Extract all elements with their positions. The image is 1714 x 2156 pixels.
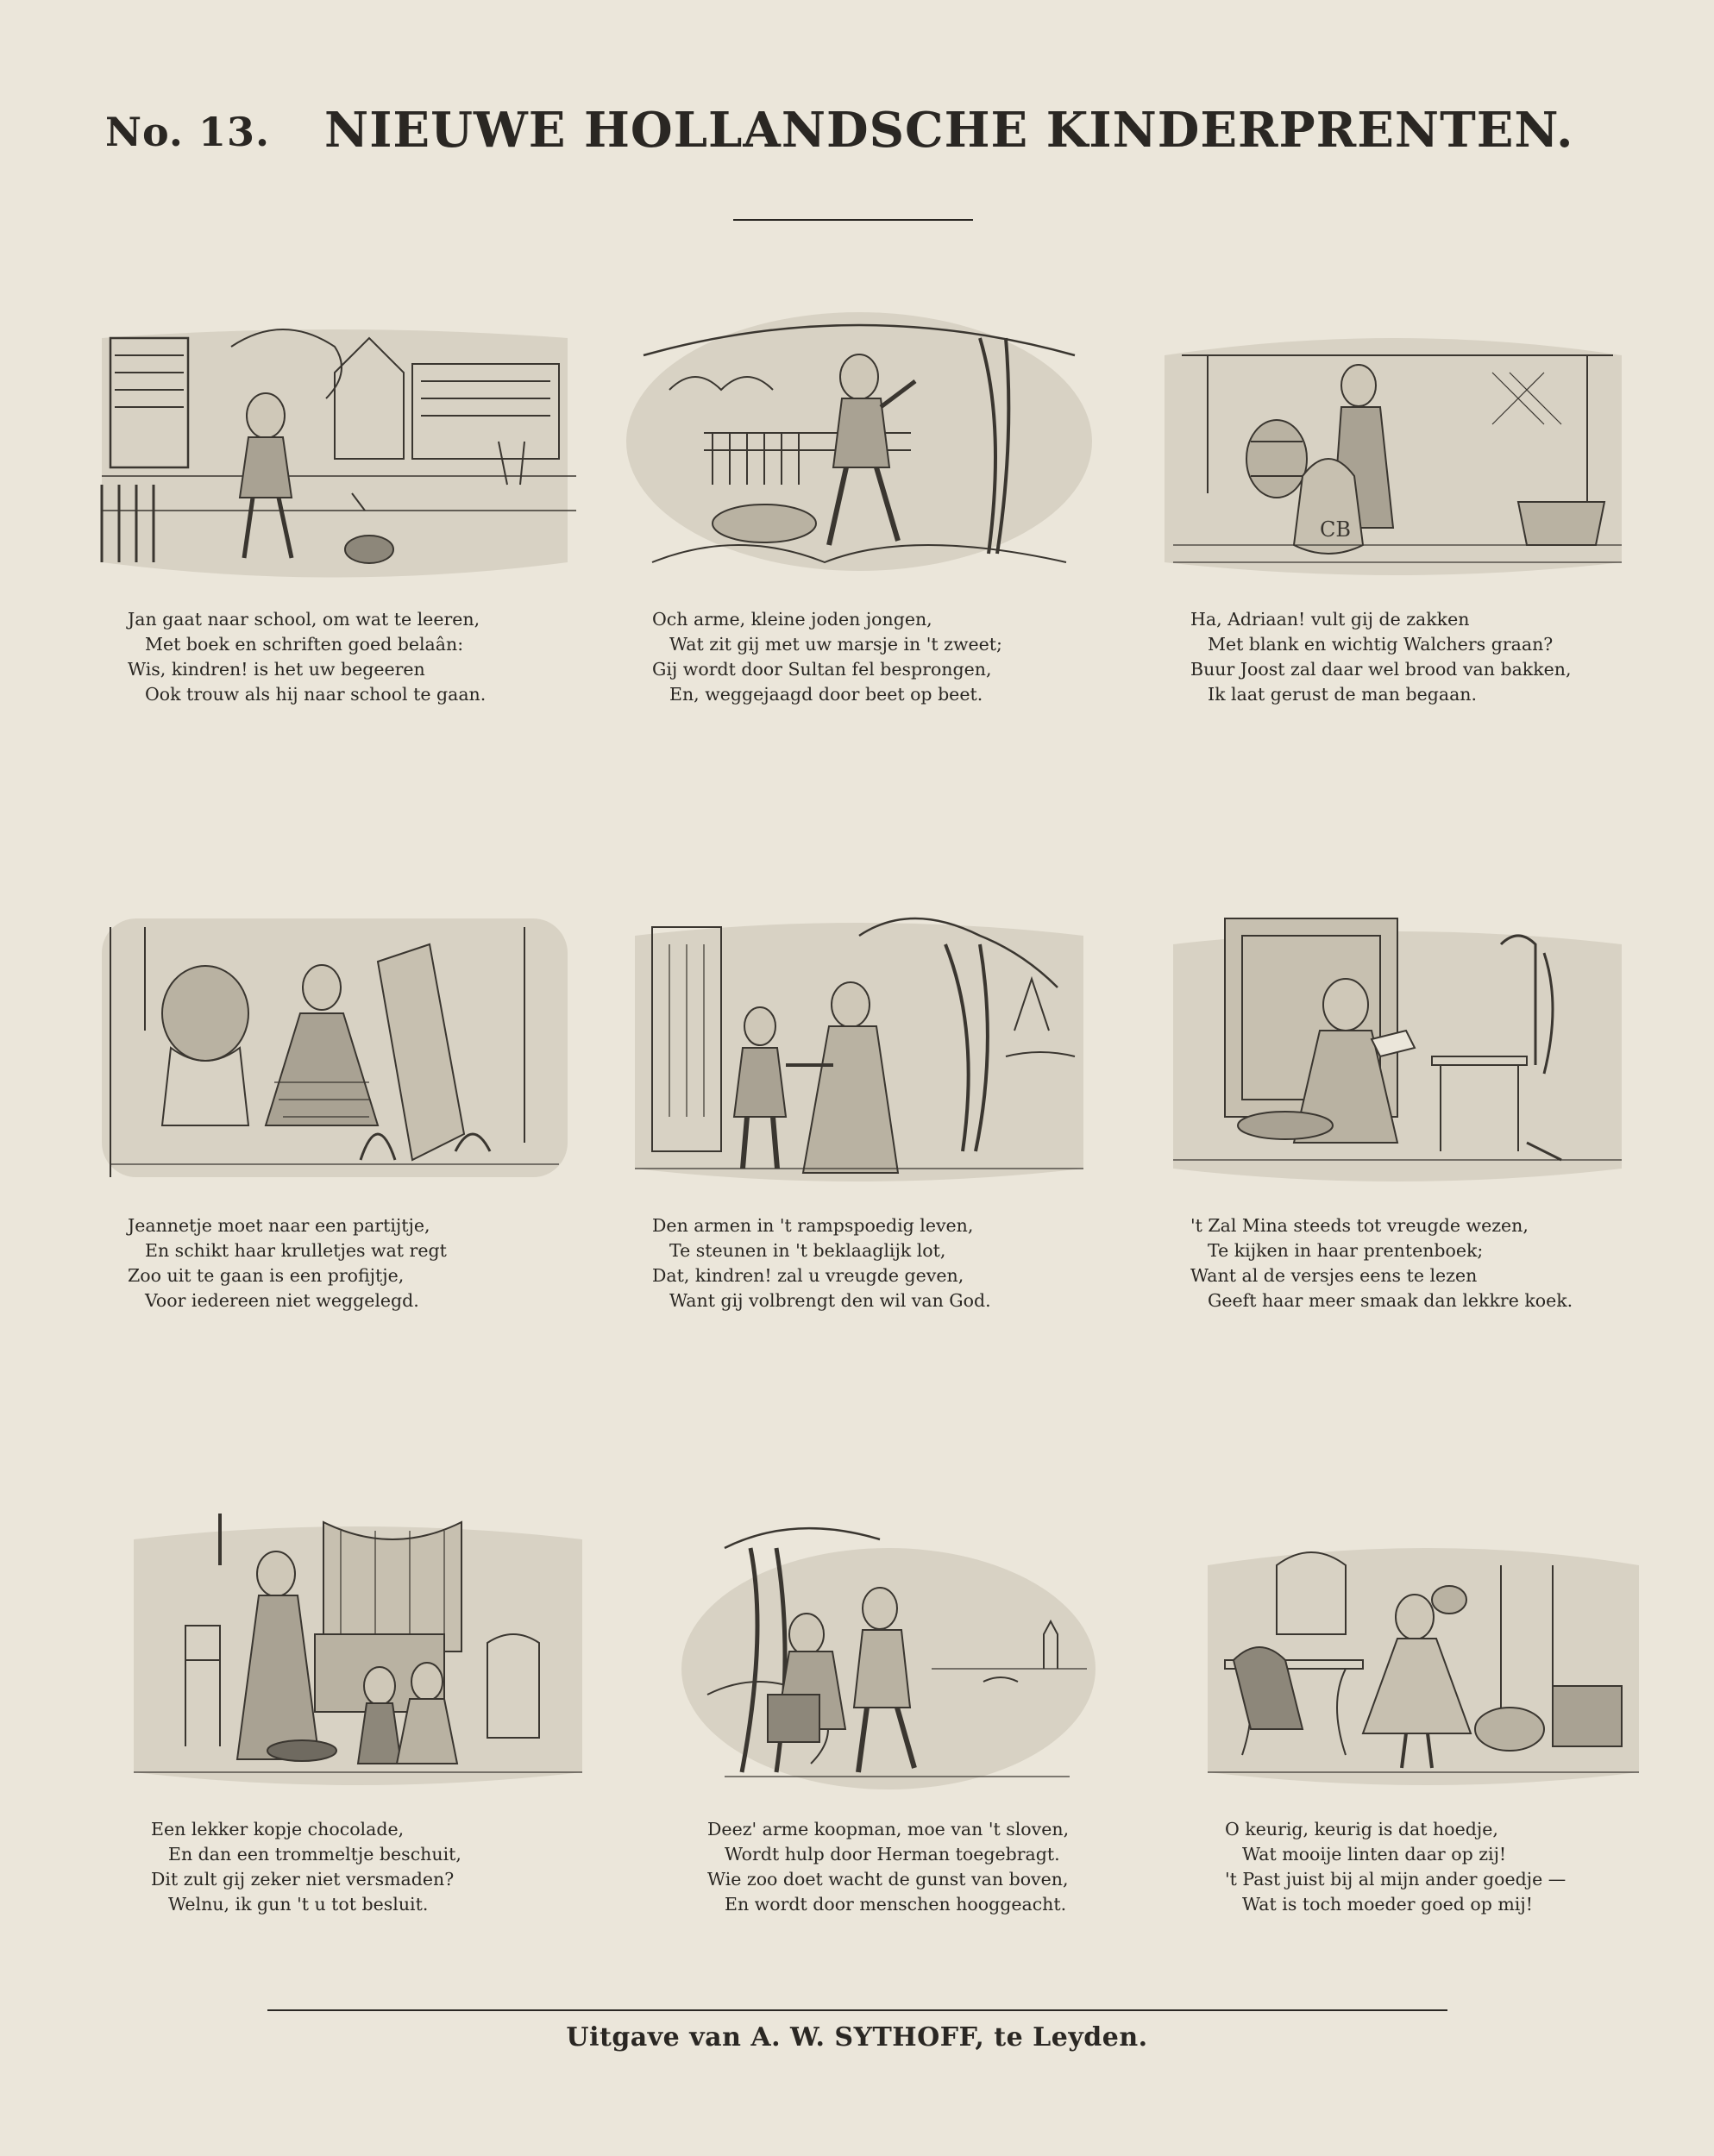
verse-line: Buur Joost zal daar wel brood van bakken,: [1190, 659, 1572, 680]
verse-line: 't Zal Mina steeds tot vreugde wezen,: [1190, 1215, 1529, 1236]
publisher-imprint: Uitgave van A. W. SYTHOFF, te Leyden.: [566, 2022, 1148, 2053]
verse: [1190, 1213, 1656, 1313]
verse-line: En, weggejaagd door beet op beet.: [669, 684, 983, 705]
verse-line: Dit zult gij zeker niet versmaden?: [151, 1869, 455, 1890]
print-cell-2: [618, 304, 1101, 787]
verse-line: Te kijken in haar prentenboek;: [1208, 1240, 1484, 1261]
print-cell-3: [1156, 304, 1639, 787]
print-cell-7: [116, 1514, 600, 1996]
title-divider: [733, 219, 973, 221]
engraving-helping-peddler: [673, 1514, 1156, 1798]
header: [105, 102, 1574, 162]
verse-line: Met blank en wichtig Walchers graan?: [1208, 634, 1554, 655]
engraving-boy-chased-by-dog: [618, 304, 1101, 588]
print-cell-6: [1156, 910, 1639, 1393]
verse-line: Geeft haar meer smaak dan lekkre koek.: [1208, 1290, 1573, 1311]
verse-line: Welnu, ik gun 't u tot besluit.: [168, 1894, 429, 1915]
verse: [1190, 607, 1656, 707]
engraving-filling-grain-sacks: [1156, 304, 1639, 588]
verse-line: En wordt door menschen hooggeacht.: [725, 1894, 1067, 1915]
engraving-chocolate-tea: [116, 1514, 600, 1798]
verse: [1225, 1817, 1691, 1917]
verse-line: O keurig, keurig is dat hoedje,: [1225, 1819, 1498, 1839]
verse-line: Wis, kindren! is het uw begeeren: [128, 659, 425, 680]
verse-line: Den armen in 't rampspoedig leven,: [652, 1215, 974, 1236]
verse-line: Dat, kindren! zal u vreugde geven,: [652, 1265, 964, 1286]
verse-line: Wat zit gij met uw marsje in 't zweet;: [669, 634, 1002, 655]
verse-line: Jeannetje moet naar een partijtje,: [128, 1215, 430, 1236]
verse-line: Zoo uit te gaan is een profijtje,: [128, 1265, 405, 1286]
verse-line: Wie zoo doet wacht de gunst van boven,: [707, 1869, 1069, 1890]
print-cell-1: [93, 304, 576, 787]
engraving-boy-giving-alms: [618, 910, 1101, 1194]
verse-line: Ook trouw als hij naar school te gaan.: [145, 684, 487, 705]
verse-line: Want al de versjes eens te lezen: [1190, 1265, 1478, 1286]
verse-line: Te steunen in 't beklaaglijk lot,: [669, 1240, 946, 1261]
verse: [151, 1817, 617, 1917]
verse-line: 't Past juist bij al mijn ander goedje —: [1225, 1869, 1566, 1890]
verse-line: Och arme, kleine joden jongen,: [652, 609, 932, 630]
verse-line: Wordt hulp door Herman toegebragt.: [725, 1844, 1060, 1865]
verse-line: Ha, Adriaan! vult gij de zakken: [1190, 609, 1470, 630]
page-title: NIEUWE HOLLANDSCHE KINDERPRENTEN.: [324, 102, 1574, 159]
verse-line: Jan gaat naar school, om wat te leeren,: [128, 609, 480, 630]
verse-line: Wat mooije linten daar op zij!: [1242, 1844, 1507, 1865]
print-cell-4: [93, 910, 576, 1393]
footer-divider: [267, 2009, 1447, 2011]
print-cell-9: [1190, 1514, 1673, 1996]
verse-line: Voor iedereen niet weggelegd.: [145, 1290, 419, 1311]
verse: [128, 607, 593, 707]
engraving-girl-new-bonnet: [1190, 1514, 1673, 1798]
verse-line: Wat is toch moeder goed op mij!: [1242, 1894, 1533, 1915]
engraving-girl-with-picture-book: [1156, 910, 1639, 1194]
print-number: No. 13.: [105, 109, 270, 155]
verse-line: Want gij volbrengt den wil van God.: [669, 1290, 991, 1311]
verse-line: Deez' arme koopman, moe van 't sloven,: [707, 1819, 1070, 1839]
engraving-boy-going-to-school: [93, 304, 576, 588]
verse: [707, 1817, 1173, 1917]
verse: [652, 607, 1118, 707]
verse-line: Gij wordt door Sultan fel besprongen,: [652, 659, 992, 680]
verse: [128, 1213, 593, 1313]
verse-line: En dan een trommeltje beschuit,: [168, 1844, 461, 1865]
print-cell-5: [618, 910, 1101, 1393]
verse-line: En schikt haar krulletjes wat regt: [145, 1240, 447, 1261]
print-cell-8: [673, 1514, 1156, 1996]
verse-line: Ik laat gerust de man begaan.: [1208, 684, 1478, 705]
engraving-girl-at-mirror: [93, 910, 576, 1194]
verse-line: Met boek en schriften goed belaân:: [145, 634, 464, 655]
sack-label: CB: [1320, 517, 1351, 542]
verse: [652, 1213, 1118, 1313]
verse-line: Een lekker kopje chocolade,: [151, 1819, 405, 1839]
